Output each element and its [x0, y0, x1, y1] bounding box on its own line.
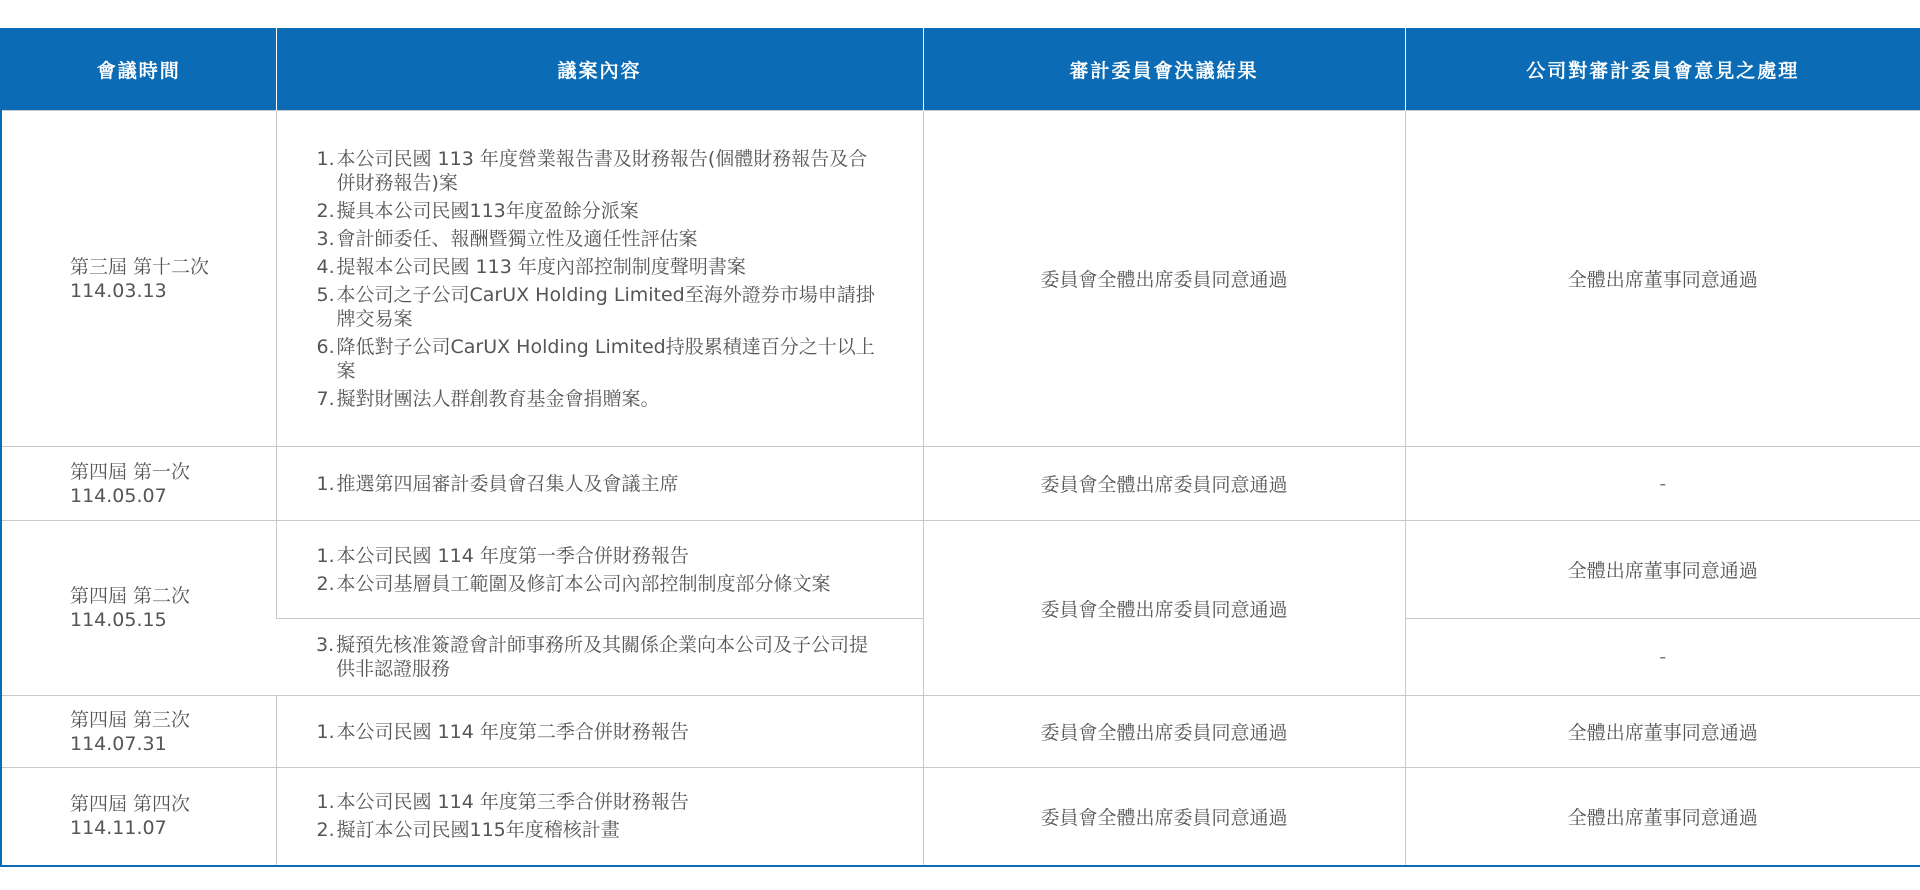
meeting-date: 114.11.07 — [70, 817, 167, 840]
committee-result-cell: 委員會全體出席委員同意通過 — [923, 521, 1405, 696]
table-row — [1, 768, 1920, 866]
proposal-item: 1. 本公司民國 114 年度第一季合併財務報告 — [316, 544, 689, 567]
company-handling-cell: 全體出席董事同意通過 — [1405, 521, 1920, 619]
proposal-item: 5. 本公司之子公司CarUX Holding Limited至海外證券市場申請掛牌交易案 — [316, 283, 875, 330]
proposal-item: 2. 本公司基層員工範圍及修訂本公司內部控制制度部分條文案 — [316, 572, 831, 595]
company-handling-cell: - — [1405, 619, 1920, 696]
table-row — [1, 696, 1920, 768]
header-committee-result: 審計委員會決議結果 — [923, 28, 1405, 111]
meeting-time-cell — [1, 111, 276, 447]
meeting-time-cell — [1, 447, 276, 521]
committee-result-cell: 委員會全體出席委員同意通過 — [923, 768, 1405, 866]
proposal-content-cell — [276, 111, 923, 447]
proposal-item: 2. 擬訂本公司民國115年度稽核計畫 — [316, 819, 620, 842]
meeting-time-cell — [1, 768, 276, 866]
meeting-date: 114.03.13 — [70, 279, 167, 302]
proposal-list — [276, 619, 923, 695]
proposal-item: 3. 會計師委任、報酬暨獨立性及適任性評估案 — [316, 227, 698, 250]
proposal-item: 2. 擬具本公司民國113年度盈餘分派案 — [316, 199, 639, 222]
table-row — [1, 521, 1920, 619]
table-header — [1, 28, 1920, 111]
proposal-item: 7. 擬對財團法人群創教育基金會捐贈案。 — [316, 387, 660, 410]
proposal-list — [277, 530, 923, 610]
proposal-item: 1. 推選第四屆審計委員會召集人及會議主席 — [316, 472, 679, 495]
proposal-content-cell — [276, 447, 923, 521]
table-row — [1, 111, 1920, 447]
proposal-item: 4. 提報本公司民國 113 年度內部控制制度聲明書案 — [316, 255, 746, 278]
header-meeting-time: 會議時間 — [1, 28, 276, 111]
meeting-date: 114.07.31 — [70, 732, 167, 755]
audit-committee-table — [0, 28, 1920, 867]
committee-result-cell: 委員會全體出席委員同意通過 — [923, 447, 1405, 521]
company-handling-cell: 全體出席董事同意通過 — [1405, 696, 1920, 768]
proposal-item: 1. 本公司民國 113 年度營業報告書及財務報告(個體財務報告及合併財務報告)案 — [316, 147, 868, 194]
proposal-content-cell — [276, 521, 923, 619]
header-proposal-content: 議案內容 — [276, 28, 923, 111]
meeting-date: 114.05.15 — [70, 609, 167, 631]
proposal-item: 1. 本公司民國 114 年度第二季合併財務報告 — [316, 720, 689, 743]
proposal-list — [277, 458, 923, 510]
header-company-handling: 公司對審計委員會意見之處理 — [1405, 28, 1920, 111]
company-handling-cell: 全體出席董事同意通過 — [1405, 768, 1920, 866]
committee-result-cell: 委員會全體出席委員同意通過 — [923, 696, 1405, 768]
proposal-list — [277, 133, 923, 425]
table-row — [1, 447, 1920, 521]
proposal-item: 1. 本公司民國 114 年度第三季合併財務報告 — [316, 791, 689, 814]
proposal-content-cell — [276, 696, 923, 768]
company-handling-cell: - — [1405, 447, 1920, 521]
proposal-list — [277, 706, 923, 758]
meeting-time-cell — [1, 696, 276, 768]
proposal-list — [277, 776, 923, 856]
proposal-item: 3. 擬預先核准簽證會計師事務所及其關係企業向本公司及子公司提供非認證服務 — [316, 634, 869, 680]
audit-committee-table-container — [0, 28, 1920, 867]
meeting-session: 第四屆 第二次 — [70, 585, 191, 607]
meeting-date: 114.05.07 — [70, 484, 167, 507]
proposal-item: 6. 降低對子公司CarUX Holding Limited持股累積達百分之十以上案 — [316, 335, 875, 382]
company-handling-cell: 全體出席董事同意通過 — [1405, 111, 1920, 447]
proposal-content-cell — [276, 768, 923, 866]
proposal-content-cell — [276, 619, 923, 696]
meeting-session: 第三屆 第十二次 — [70, 255, 210, 278]
meeting-session: 第四屆 第四次 — [70, 793, 191, 816]
committee-result-cell: 委員會全體出席委員同意通過 — [923, 111, 1405, 447]
meeting-session: 第四屆 第三次 — [70, 708, 191, 731]
meeting-session: 第四屆 第一次 — [70, 460, 191, 483]
meeting-time-cell — [1, 521, 276, 696]
